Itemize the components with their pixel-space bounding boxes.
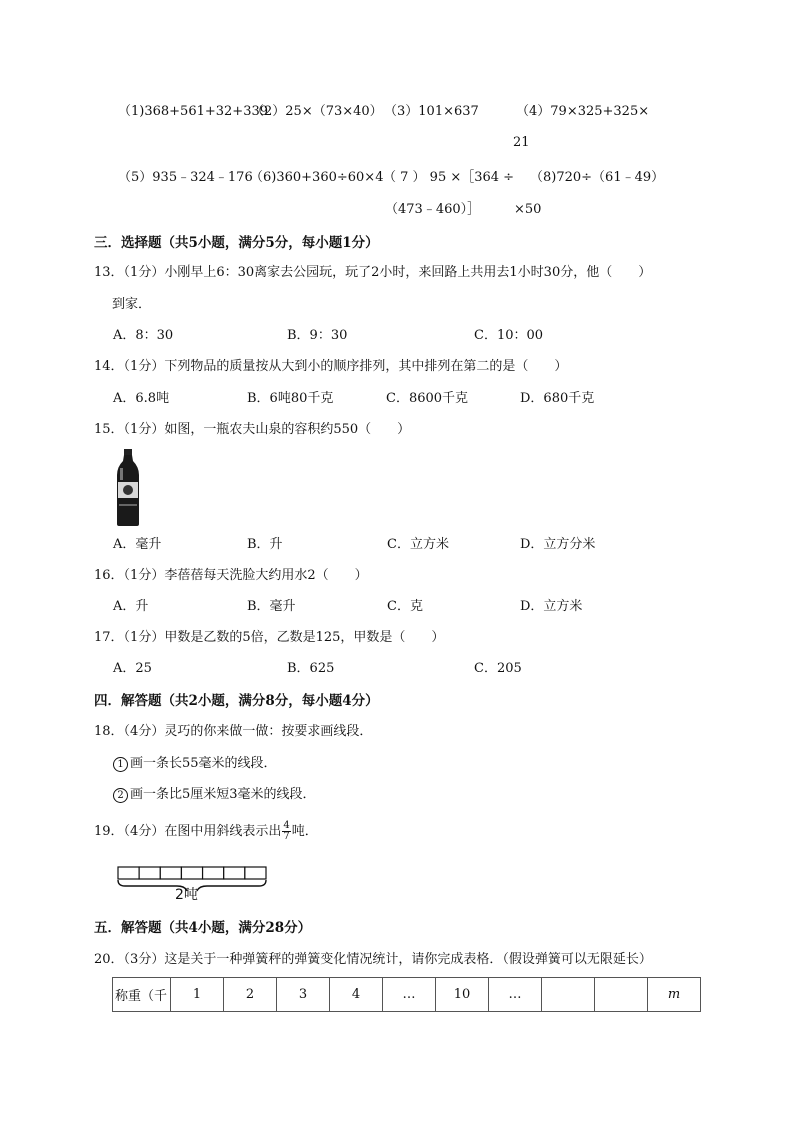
question-13-stem: 13．（1分）小刚早上6：30离家去公园玩，玩了2小时，来回路上共用去1小时30分，他（ ） (94, 265, 652, 280)
fraction-numerator: 4 (283, 820, 290, 831)
question-16-stem: 16．（1分）李蓓蓓每天洗脸大约用水2（ ） (94, 568, 368, 583)
section-heading-4: 四．解答题（共2小题，满分8分，每小题4分） (94, 693, 379, 709)
bar-segment (224, 867, 245, 879)
question-14-stem: 14．（1分）下列物品的质量按从大到小的顺序排列，其中排列在第二的是（ ） (94, 359, 568, 374)
question-15-option-a: A．毫升 (113, 537, 162, 552)
table-cell: 1 (171, 978, 224, 1012)
bar-segment (139, 867, 160, 879)
question-13-option-b: B．9：30 (287, 328, 348, 343)
section-heading-5: 五．解答题（共4小题，满分28分） (94, 920, 312, 936)
calc-item-2: （2）25×（73×40） (251, 104, 383, 119)
ton-bar-figure (115, 864, 271, 904)
section-heading-3: 三．选择题（共5小题，满分5分，每小题1分） (94, 235, 379, 251)
table-cell: 4 (330, 978, 383, 1012)
question-16-option-b: B．毫升 (247, 599, 296, 614)
question-14-option-b: B．6吨80千克 (247, 391, 334, 406)
spring-scale-table (112, 977, 701, 1012)
question-16-option-d: D．立方米 (520, 599, 583, 614)
table-cell: m (648, 978, 701, 1012)
question-18-stem: 18．（4分）灵巧的你来做一做：按要求画线段． (94, 724, 373, 739)
circled-number-2: 2 (113, 788, 128, 803)
question-19-stem (94, 821, 318, 842)
table-cell (542, 978, 595, 1012)
question-18-item-2 (113, 786, 316, 804)
calc-item-4: （4）79×325+325× (516, 104, 650, 119)
calc-item-4-cont: 21 (513, 135, 530, 150)
table-cell (595, 978, 648, 1012)
question-13-stem-cont: 到家． (112, 297, 152, 312)
question-13-option-c: C．10：00 (474, 328, 544, 343)
water-bottle-image (112, 448, 144, 528)
question-16-option-a: A．升 (113, 599, 149, 614)
question-15-stem: 15．（1分）如图，一瓶农夫山泉的容积约550（ ） (94, 422, 411, 437)
question-17-stem: 17．（1分）甲数是乙数的5倍，乙数是125，甲数是（ ） (94, 630, 445, 645)
calc-item-1: （1)368+561+32+339 (118, 104, 269, 119)
calc-item-6: （6)360+360÷60×4 (250, 170, 384, 185)
calc-item-3: （3）101×637 (384, 104, 479, 119)
table-cell: … (489, 978, 542, 1012)
question-17-option-c: C．205 (474, 661, 522, 676)
bar-segment (245, 867, 266, 879)
question-15-option-c: C．立方米 (387, 537, 449, 552)
question-20-stem: 20．（3分）这是关于一种弹簧秤的弹簧变化情况统计，请你完成表格．（假设弹簧可以无限延长） (94, 952, 652, 967)
bar-segment (118, 867, 139, 879)
calc-item-7: （ 7 ） 95 ×［364 ÷ (383, 170, 515, 185)
table-cell-header: 称重（千 (113, 978, 171, 1012)
question-16-option-c: C．克 (387, 599, 423, 614)
question-14-option-c: C．8600千克 (386, 391, 469, 406)
question-13-option-a: A．8：30 (113, 328, 174, 343)
question-14-option-a: A．6.8吨 (113, 391, 170, 406)
question-18-item-1 (113, 755, 277, 773)
table-cell: 3 (277, 978, 330, 1012)
question-19-stem-text: 19．（4分）在图中用斜线表示出 (94, 824, 282, 839)
calc-item-8: （8)720÷（61﹣49） (530, 170, 665, 185)
calc-item-5: （5）935﹣324﹣176 (118, 170, 253, 185)
question-18-item-1-text: 画一条长55毫米的线段． (130, 756, 277, 771)
question-18-item-2-text: 画一条比5厘米短3毫米的线段． (130, 787, 316, 802)
question-17-option-a: A．25 (113, 661, 152, 676)
question-17-option-b: B．625 (287, 661, 335, 676)
question-14-option-d: D．680千克 (520, 391, 595, 406)
fraction-denominator: 7 (283, 831, 290, 842)
question-15-option-d: D．立方分米 (520, 537, 596, 552)
table-cell: 10 (436, 978, 489, 1012)
bar-segment (160, 867, 181, 879)
ton-bar-label: 2吨 (175, 887, 198, 903)
bar-segment (181, 867, 202, 879)
question-15-option-b: B．升 (247, 537, 283, 552)
table-cell: 2 (224, 978, 277, 1012)
circled-number-1: 1 (113, 757, 128, 772)
bar-segment (203, 867, 224, 879)
calc-item-8-cont: ×50 (514, 202, 542, 217)
question-19-stem-unit: 吨． (291, 824, 318, 839)
fraction (282, 821, 290, 842)
table-cell: … (383, 978, 436, 1012)
table-row (113, 978, 701, 1012)
calc-item-7-cont: （473﹣460）］ (385, 202, 481, 217)
